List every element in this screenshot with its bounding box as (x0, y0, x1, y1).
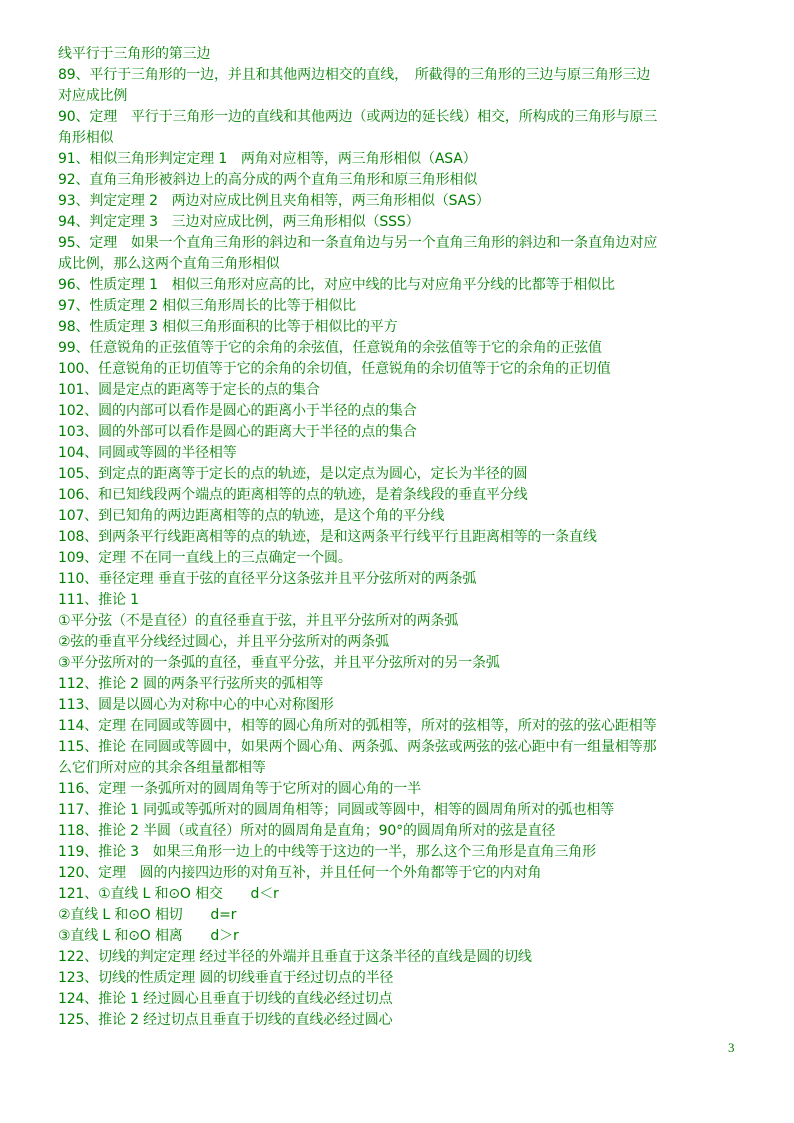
text-line: 114、定理 在同圆或等圆中，相等的圆心角所对的弧相等，所对的弦相等，所对的弦的弦心距相等 (58, 718, 657, 734)
text-line: 125、推论 2 经过切点且垂直于切线的直线必经过圆心 (58, 1012, 393, 1028)
text-line: 对应成比例 (58, 88, 128, 104)
text-line: 119、推论 3 如果三角形一边上的中线等于这边的一半，那么这个三角形是直角三角形 (58, 844, 596, 860)
text-line: 122、切线的判定定理 经过半径的外端并且垂直于这条半径的直线是圆的切线 (58, 949, 532, 965)
text-line: 123、切线的性质定理 圆的切线垂直于经过切点的半径 (58, 970, 394, 986)
text-line: ①平分弦（不是直径）的直径垂直于弦，并且平分弦所对的两条弧 (58, 613, 459, 629)
text-line: 99、任意锐角的正弦值等于它的余角的余弦值，任意锐角的余弦值等于它的余角的正弦值 (58, 340, 602, 356)
text-line: ③直线 L 和⊙O 相离 d＞r (58, 928, 239, 944)
text-line: 103、圆的外部可以看作是圆心的距离大于半径的点的集合 (58, 424, 417, 440)
text-line: 107、到已知角的两边距离相等的点的轨迹，是这个角的平分线 (58, 508, 445, 524)
text-line: 104、同圆或等圆的半径相等 (58, 445, 237, 461)
text-line: 121、①直线 L 和⊙O 相交 d＜r (58, 886, 279, 902)
text-line: 线平行于三角形的第三边 (58, 46, 211, 62)
text-line: ②直线 L 和⊙O 相切 d=r (58, 907, 237, 923)
text-line: 105、到定点的距离等于定长的点的轨迹，是以定点为圆心，定长为半径的圆 (58, 466, 528, 482)
text-line: 角形相似 (58, 130, 114, 146)
text-line: 90、定理 平行于三角形一边的直线和其他两边（或两边的延长线）相交，所构成的三角形与原三 (58, 109, 658, 125)
text-line: 116、定理 一条弧所对的圆周角等于它所对的圆心角的一半 (58, 781, 421, 797)
text-line: 115、推论 在同圆或等圆中，如果两个圆心角、两条弧、两条弦或两弦的弦心距中有一组量相等那 (58, 739, 657, 755)
text-line: 98、性质定理 3 相似三角形面积的比等于相似比的平方 (58, 319, 398, 335)
text-line: ③平分弦所对的一条弧的直径，垂直平分弦，并且平分弦所对的另一条弧 (58, 655, 500, 671)
page-number: 3 (728, 1040, 735, 1055)
text-line: 124、推论 1 经过圆心且垂直于切线的直线必经过切点 (58, 991, 393, 1007)
text-line: 118、推论 2 半圆（或直径）所对的圆周角是直角；90°的圆周角所对的弦是直径 (58, 823, 556, 839)
text-line: 108、到两条平行线距离相等的点的轨迹，是和这两条平行线平行且距离相等的一条直线 (58, 529, 597, 545)
text-line: 109、定理 不在同一直线上的三点确定一个圆。 (58, 550, 352, 566)
text-line: 106、和已知线段两个端点的距离相等的点的轨迹，是着条线段的垂直平分线 (58, 487, 528, 503)
text-line: 102、圆的内部可以看作是圆心的距离小于半径的点的集合 (58, 403, 417, 419)
text-line: 112、推论 2 圆的两条平行弦所夹的弧相等 (58, 676, 324, 692)
text-line: 么它们所对应的其余各组量都相等 (58, 760, 266, 776)
text-line: 成比例，那么这两个直角三角形相似 (58, 256, 280, 272)
text-line: 111、推论 1 (58, 592, 139, 608)
text-line: 100、任意锐角的正切值等于它的余角的余切值，任意锐角的余切值等于它的余角的正切值 (58, 361, 611, 377)
text-line: 101、圆是定点的距离等于定长的点的集合 (58, 382, 320, 398)
document-body (58, 44, 748, 1031)
text-line: 91、相似三角形判定定理 1 两角对应相等，两三角形相似（ASA） (58, 151, 477, 167)
text-line: 95、定理 如果一个直角三角形的斜边和一条直角边与另一个直角三角形的斜边和一条直角边对应 (58, 235, 658, 251)
text-line: 113、圆是以圆心为对称中心的中心对称图形 (58, 697, 334, 713)
text-line: 92、直角三角形被斜边上的高分成的两个直角三角形和原三角形相似 (58, 172, 478, 188)
text-line: 117、推论 1 同弧或等弧所对的圆周角相等；同圆或等圆中，相等的圆周角所对的弧也相等 (58, 802, 615, 818)
text-line: 120、定理 圆的内接四边形的对角互补，并且任何一个外角都等于它的内对角 (58, 865, 542, 881)
text-line: 93、判定定理 2 两边对应成比例且夹角相等，两三角形相似（SAS） (58, 193, 490, 209)
text-line: 97、性质定理 2 相似三角形周长的比等于相似比 (58, 298, 357, 314)
text-line: 94、判定定理 3 三边对应成比例，两三角形相似（SSS） (58, 214, 420, 230)
text-line: ②弦的垂直平分线经过圆心，并且平分弦所对的两条弧 (58, 634, 389, 650)
text-line: 96、性质定理 1 相似三角形对应高的比，对应中线的比与对应角平分线的比都等于相似比 (58, 277, 615, 293)
text-line: 89、平行于三角形的一边，并且和其他两边相交的直线， 所截得的三角形的三边与原三角形三边 (58, 67, 651, 83)
text-line: 110、垂径定理 垂直于弦的直径平分这条弦并且平分弦所对的两条弧 (58, 571, 477, 587)
